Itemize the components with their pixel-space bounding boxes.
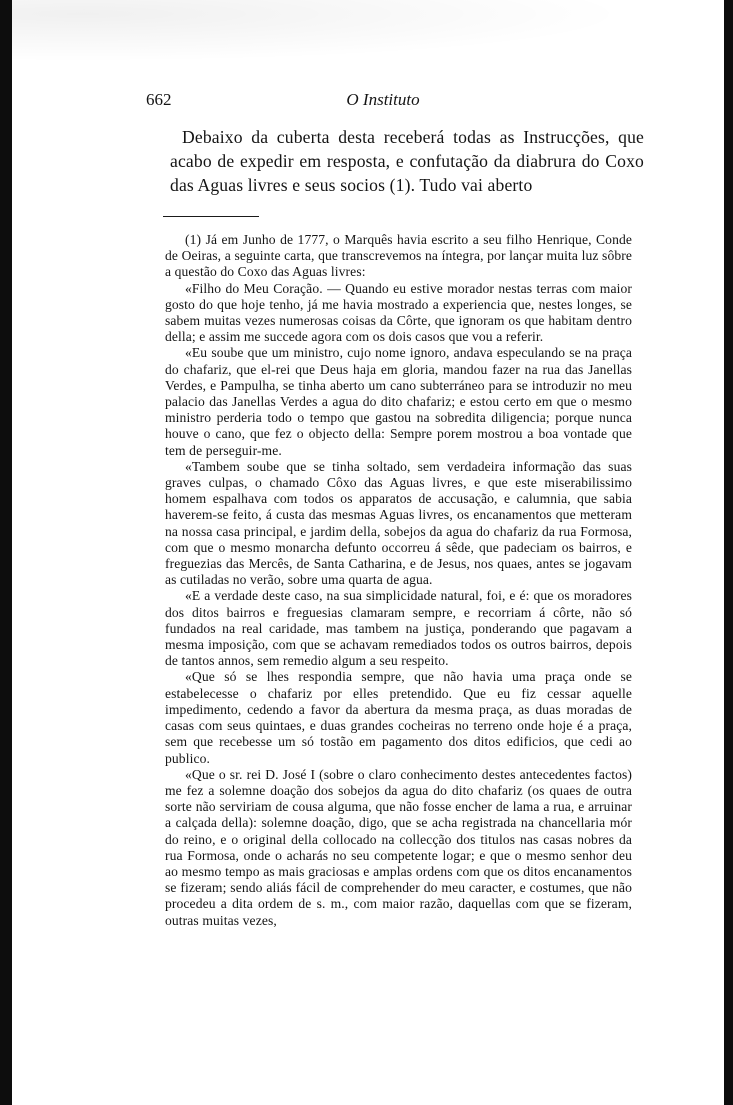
- footnote-letter-paragraph: «Que só se lhes respondia sempre, que não havia uma praça onde se estabelecesse o chafariz por elles pretendido. Que eu fiz cessar aquelle impedimento, cedendo a favor da abertura da mesma praça, as duas moradas de casas com seus quintaes, e duas grandes cocheiras no terreno onde hoje é a praça, sem que recebesse um só tostão em pagamento dos ditos edificios, que cedi ao publico.: [165, 669, 632, 766]
- main-paragraph: Debaixo da cuberta desta receberá todas as Instrucções, que acabo de expedir em resposta, e confutação da diabrura do Coxo das Aguas livres e seus socios (1). Tudo vai aberto: [170, 127, 644, 195]
- footnote-letter-paragraph: «E a verdade deste caso, na sua simplicidade natural, foi, e é: que os moradores dos ditos bairros e freguesias clamaram sempre, e recorriam á côrte, não só fundados na real caridade, mas tambem na justiça, ponderando que pagavam a mesma imposição, com que se achavam remediados todos os outros bairros, depois de tantos annos, sem remedio algum a seu respeito.: [165, 588, 632, 669]
- scan-border-right: [724, 0, 733, 1105]
- footnote-letter-paragraph: «Eu soube que um ministro, cujo nome ignoro, andava especulando se na praça do chafariz, que el-rei que Deus haja em gloria, mandou fazer na rua das Janellas Verdes, e Pampulha, se tinha aberto um cano subterráneo para se introduzir no meu palacio das Janellas Verdes a agua do dito chafariz; e estou certo em que o mesmo ministro perderia todo o tempo que gastou na sobredita diligencia; porque nunca houve o cano, que fez o objecto della: Sempre porem mostrou a boa vontade que tem de perseguir-me.: [165, 345, 632, 458]
- footnote-intro: (1) Já em Junho de 1777, o Marquês havia escrito a seu filho Henrique, Conde de Oeiras, a seguinte carta, que transcrevemos na íntegra, por lançar muita luz sôbre a questão do Coxo das Aguas livres:: [165, 232, 632, 280]
- footnote-letter-paragraph: «Tambem soube que se tinha soltado, sem verdadeira informação das suas graves culpas, o chamado Côxo das Aguas livres, e que este miserabilissimo homem espalhava com todos os apparatos de accusação, e calumnia, que sabia haverem-se feito, á custa das mesmas Aguas livres, os encanamentos que metteram na nossa casa principal, e jardim della, sobejos da agua do chafariz da rua Formosa, com que o mesmo monarcha defunto occorreu á sêde, que padeciam os bairros, e freguezias das Mercês, de Santa Catharina, e de Jesus, nos quaes, antes se jogavam as cutiladas no verão, sobre uma quarta de agua.: [165, 458, 632, 588]
- footnote-rule: [163, 216, 259, 217]
- page-header: [146, 90, 620, 114]
- footnote-letter-paragraph: «Filho do Meu Coração. — Quando eu estive morador nestas terras com maior gosto do que hoje tenho, já me havia mostrado a experiencia que, nestes longes, se sabem muitas vezes numerosas coisas da Côrte, que ignoram os que habitam dentro della; e assim me succede agora com os dois casos que vou a referir.: [165, 280, 632, 345]
- scan-border-left: [0, 0, 12, 1105]
- page-number: 662: [146, 90, 172, 109]
- footnote-letter-paragraph: «Que o sr. rei D. José I (sobre o claro conhecimento destes antecedentes factos) me fez a solemne doação dos sobejos da agua do dito chafariz (os quaes de outra sorte não serviriam de cousa alguma, que não fosse encher de lama a rua, e arruinar a calçada della): solemne doação, digo, que se acha registrada na chancellaria mór do reino, e o original della collocado na collecção dos titulos nas casas nobres da rua Formosa, onde o acharás no seu competente logar; e que o mesmo senhor deu ao mesmo tempo as mais graciosas e amplas ordens com que os ditos encanamentos se fizeram; sendo aliás fácil de comprehender do meu caracter, e costumes, que não procedeu a dita ordem de s. m., com maior razão, daquellas com que se fizeram, outras muitas vezes,: [165, 766, 632, 928]
- paper-speckle: [12, 0, 724, 70]
- footnotes: [165, 232, 632, 929]
- running-title: O Instituto: [346, 90, 420, 109]
- main-text: [170, 125, 644, 197]
